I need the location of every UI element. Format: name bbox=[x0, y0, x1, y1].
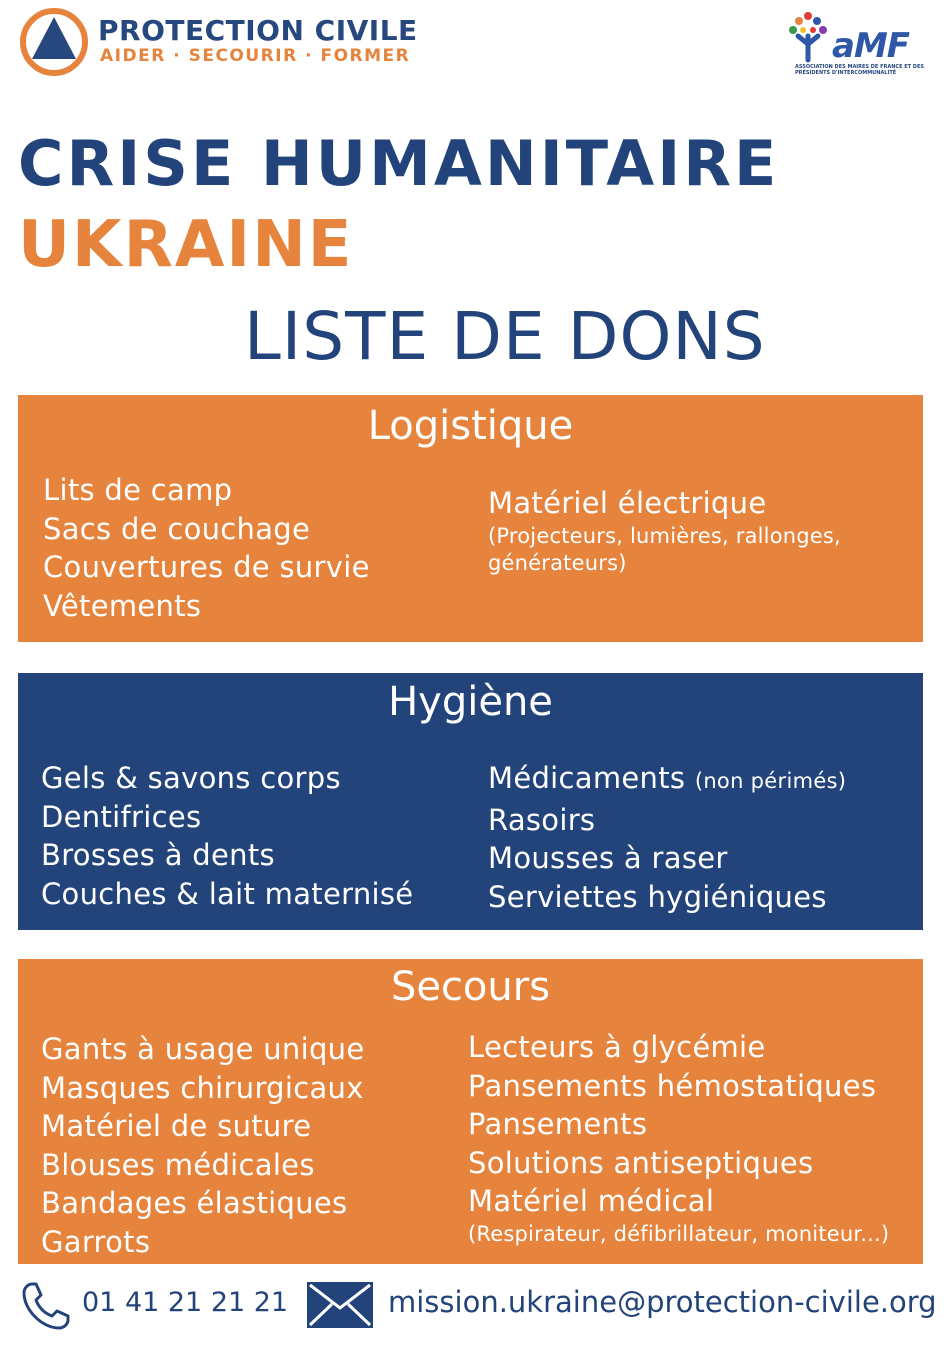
list-item-note: (Projecteurs, lumières, rallonges, générateurs) bbox=[488, 523, 841, 575]
section-title: Hygiène bbox=[388, 679, 553, 725]
list-item: Bandages élastiques bbox=[41, 1186, 348, 1220]
amf-logo-text: aMF bbox=[832, 26, 910, 66]
list-item: Rasoirs bbox=[488, 802, 596, 837]
list-item: Lecteurs à glycémie bbox=[468, 1030, 766, 1064]
logistique-left-list bbox=[43, 471, 370, 625]
list-item: Mousses à raser bbox=[488, 841, 728, 875]
list-item-label: Médicaments bbox=[488, 761, 686, 795]
envelope-icon bbox=[307, 1282, 373, 1328]
list-item: Matériel électrique bbox=[488, 486, 767, 520]
phone-icon bbox=[20, 1280, 72, 1332]
section-secours bbox=[18, 959, 923, 1264]
list-item-note: (Respirateur, défibrillateur, moniteur...) bbox=[468, 1221, 890, 1246]
list-item: Gels & savons corps bbox=[41, 761, 341, 795]
secours-left-list bbox=[41, 1030, 365, 1261]
list-item: Vêtements bbox=[43, 588, 202, 623]
hygiene-left-list bbox=[41, 759, 413, 913]
amf-subtitle: ASSOCIATION DES MAIRES DE FRANCE ET DES PRÉSIDENTS D'INTERCOMMUNALITÉ bbox=[795, 64, 924, 76]
list-item: Couches & lait maternisé bbox=[41, 876, 414, 911]
list-item: Matériel médical bbox=[468, 1184, 715, 1218]
list-item: Sacs de couchage bbox=[43, 511, 311, 546]
phone-number[interactable]: 01 41 21 21 21 bbox=[82, 1287, 289, 1318]
list-item-note: (non périmés) bbox=[694, 769, 847, 793]
list-item: Matériel de suture bbox=[41, 1109, 312, 1143]
list-item: Masques chirurgicaux bbox=[41, 1070, 364, 1105]
hygiene-right-list bbox=[488, 759, 846, 916]
protection-civile-logo bbox=[20, 8, 88, 76]
section-title: Logistique bbox=[367, 403, 574, 449]
list-item: Garrots bbox=[41, 1224, 151, 1259]
org-name: PROTECTION CIVILE bbox=[98, 14, 418, 47]
section-hygiene bbox=[18, 673, 923, 930]
list-item bbox=[488, 759, 846, 801]
title-crise-humanitaire: CRISE HUMANITAIRE bbox=[18, 127, 780, 200]
email-address[interactable]: mission.ukraine@protection-civile.org bbox=[388, 1285, 937, 1319]
list-item: Solutions antiseptiques bbox=[468, 1145, 814, 1180]
logistique-right-list bbox=[488, 484, 888, 577]
list-item: Couvertures de survie bbox=[43, 550, 370, 584]
section-logistique bbox=[18, 395, 923, 642]
section-title: Secours bbox=[390, 964, 551, 1010]
title-liste-de-dons: LISTE DE DONS bbox=[244, 298, 766, 375]
title-ukraine: UKRAINE bbox=[18, 208, 354, 282]
list-item: Brosses à dents bbox=[41, 838, 275, 872]
list-item: Gants à usage unique bbox=[41, 1032, 365, 1066]
list-item: Lits de camp bbox=[43, 473, 233, 507]
list-item: Blouses médicales bbox=[41, 1147, 315, 1182]
org-motto: AIDER · SECOURIR · FORMER bbox=[100, 46, 411, 66]
list-item: Dentifrices bbox=[41, 799, 202, 834]
list-item: Serviettes hygiéniques bbox=[488, 879, 827, 914]
list-item: Pansements bbox=[468, 1107, 648, 1141]
secours-right-list bbox=[468, 1028, 889, 1248]
list-item: Pansements hémostatiques bbox=[468, 1068, 877, 1103]
